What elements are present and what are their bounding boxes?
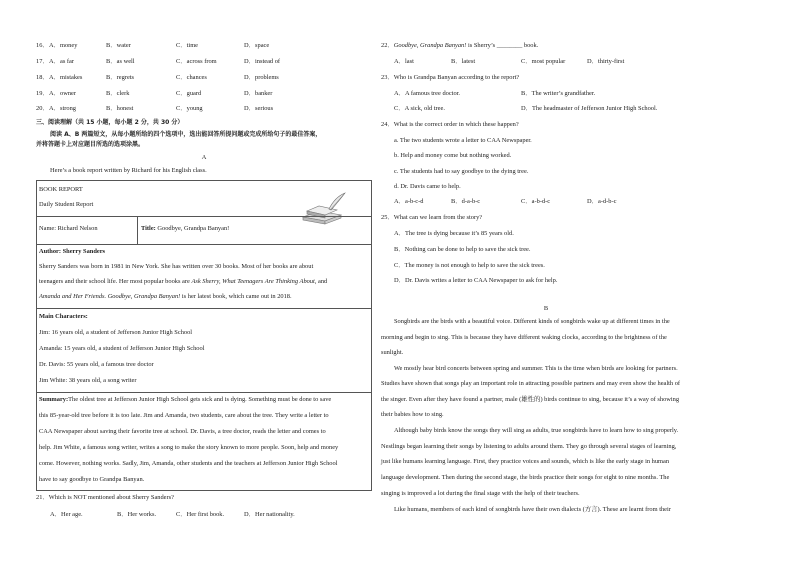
q22-num: 22．	[381, 42, 394, 49]
report-divider-2	[37, 244, 371, 245]
q16-num: 16．	[36, 42, 49, 49]
passage-b-line-5: Studies have shown that songs play an important role in attracting possible partners and may even show the health of	[381, 380, 681, 387]
q23-option-d[interactable]: D．The headmaster of Jefferson Junior High School.	[521, 105, 658, 112]
q25-option-c[interactable]: C．The money is not enough to help to save the sick trees.	[394, 262, 545, 269]
passage-b-line-8: Although baby birds know the songs they will sing as adults, true songbirds have to learn how to sing properly.	[394, 427, 679, 434]
report-author: Author: Sherry Sanders	[39, 248, 106, 255]
report-summary-line-3: CAA Newspaper about saving their favorite tree at school. Dr. Davis, a tree doctor, reads the letter and comes to	[39, 428, 326, 435]
report-bio-line-1: Sherry Sanders was born in 1981 in New York. She has written over 30 books. Most of her books are about	[39, 263, 314, 270]
q20-option-a[interactable]: A．strong	[49, 105, 76, 112]
report-summary-line-6: have to say goodbye to Grandpa Banyan.	[39, 476, 145, 483]
report-divider-4	[37, 392, 371, 393]
section-title: 三、阅读理解（共 15 小题，每小题 2 分，共 30 分）	[36, 119, 184, 126]
report-summary-line-4: help. Jim White, a famous song writer, writes a song to make the story known to more people. Soon, help and money	[39, 444, 339, 451]
passage-a-intro: Here’s a book report written by Richard for his English class.	[50, 167, 207, 174]
report-summary-line-5: come. However, nothing works. Sadly, Jim, Amanda, other students and the teachers at Jefferson Junior High School	[39, 460, 338, 467]
book-report	[36, 180, 372, 491]
q24-option-a[interactable]: A．a-b-c-d	[394, 198, 424, 205]
q23-option-a[interactable]: A．A famous tree doctor.	[394, 90, 461, 97]
report-character-4: Jim White: 38 years old, a song writer	[39, 377, 137, 384]
question-22-options	[381, 58, 717, 68]
q24-option-b[interactable]: B．d-a-b-c	[451, 198, 481, 205]
passage-b-line-3: sunlight.	[381, 349, 404, 356]
report-bio-3-end: is her latest book, which came out in 2018.	[180, 293, 292, 300]
passage-b-line-12: singing is improved a lot during the final stage with the help of their teachers.	[381, 490, 580, 497]
passage-b-line-11: language development. Then during the second stage, the birds practice their songs for eight to nine months. The	[381, 474, 670, 481]
q25-option-b[interactable]: B．Nothing can be done to help to save the sick tree.	[394, 246, 531, 253]
q20-option-b[interactable]: B．honest	[106, 105, 134, 112]
q17-num: 17．	[36, 58, 49, 65]
passage-b-letter: B	[543, 305, 549, 312]
q19-option-c[interactable]: C．guard	[176, 90, 202, 97]
report-title	[141, 225, 229, 232]
report-bio-2-books: Ask Sherry, What Teenagers Are Thinking About	[191, 278, 315, 285]
question-17	[36, 58, 372, 68]
report-name: Name: Richard Nelson	[39, 225, 98, 232]
question-21-options	[36, 511, 372, 521]
q24-item-d: d. Dr. Davis came to help.	[394, 183, 461, 190]
q22-book-title: Goodbye, Grandpa Banyan!	[393, 42, 467, 49]
q24-option-d[interactable]: D．a-d-b-c	[587, 198, 617, 205]
books-quill-icon	[299, 191, 347, 225]
q19-num: 19．	[36, 90, 49, 97]
report-summary-label: Summary:	[39, 396, 69, 403]
q18-option-a[interactable]: A．mistakes	[49, 74, 83, 81]
q17-option-a[interactable]: A．as far	[49, 58, 75, 65]
q22-option-a[interactable]: A．last	[394, 58, 414, 65]
passage-b-line-6: the singer. Even after they have found a partner, male (雄性的) birds continue to sing, because it’s a way of showing	[381, 396, 680, 403]
q19-option-b[interactable]: B．clerk	[106, 90, 130, 97]
q17-option-d[interactable]: D．instead of	[244, 58, 281, 65]
q22-option-d[interactable]: D．thirty-first	[587, 58, 625, 65]
passage-b-line-2: morning and begin to sing. This is because they have different waking clocks, according to the brightness of the	[381, 334, 667, 341]
q25-option-d[interactable]: D．Dr. Davis writes a letter to CAA Newspaper to ask for help.	[394, 277, 558, 284]
report-character-2: Amanda: 15 years old, a student of Jefferson Junior High School	[39, 345, 205, 352]
report-title-label: Title:	[141, 225, 156, 232]
q23-option-c[interactable]: C．A sick, old tree.	[394, 105, 445, 112]
q19-option-a[interactable]: A．owner	[49, 90, 76, 97]
q17-option-b[interactable]: B．as well	[106, 58, 135, 65]
q18-option-d[interactable]: D．problems	[244, 74, 279, 81]
q22-option-c[interactable]: C．most popular	[521, 58, 566, 65]
report-summary-1-text: The oldest tree at Jefferson Junior High School gets sick and is dying. Something must be done to save	[68, 396, 332, 403]
q21-option-a[interactable]: A．Her age.	[50, 511, 83, 518]
report-divider-3	[37, 308, 371, 309]
q24-item-c: c. The students had to say goodbye to the dying tree.	[394, 168, 529, 175]
q18-num: 18．	[36, 74, 49, 81]
q16-option-b[interactable]: B．water	[106, 42, 131, 49]
q18-option-c[interactable]: C．chances	[176, 74, 207, 81]
q16-option-a[interactable]: A．money	[49, 42, 78, 49]
q16-option-c[interactable]: C．time	[176, 42, 199, 49]
q21-option-d[interactable]: D．Her nationality.	[244, 511, 295, 518]
q24-item-a: a. The two students wrote a letter to CAA Newspaper.	[394, 137, 532, 144]
passage-b-line-4: We mostly hear bird concerts between spring and summer. This is the time when birds are looking for partners.	[394, 365, 678, 372]
report-divider-1	[37, 216, 371, 217]
q22-text	[381, 42, 538, 49]
q24-option-c[interactable]: C．a-b-d-c	[521, 198, 551, 205]
q23-option-b[interactable]: B．The writer’s grandfather.	[521, 90, 596, 97]
q21-text: 21．Which is NOT mentioned about Sherry Sanders?	[36, 494, 174, 501]
report-main-characters: Main Characters:	[39, 313, 88, 320]
passage-a-letter: A	[201, 154, 207, 161]
q20-option-c[interactable]: C．young	[176, 105, 203, 112]
report-bio-line-3	[39, 293, 292, 300]
report-subheader: Daily Student Report	[39, 201, 94, 208]
passage-b-line-10: just like humans learning language. First, they practice voices and sounds, which is like the early stage in human	[381, 458, 670, 465]
q22-rest: is Sherry’s ________ book.	[466, 42, 539, 49]
question-16	[36, 42, 372, 52]
report-bio-2-text: teenagers and their school life. Her most popular books are	[39, 278, 192, 285]
report-character-1: Jim: 16 years old, a student of Jefferson Junior High School	[39, 329, 193, 336]
report-bio-line-2	[39, 278, 327, 285]
report-character-3: Dr. Davis: 55 years old, a famous tree doctor	[39, 361, 154, 368]
passage-b-line-9: Nestlings began learning their songs by listening to adults around them. They go through several stages of learning,	[381, 443, 677, 450]
passage-b-line-7: their babies how to sing.	[381, 411, 444, 418]
report-bio-3-books: Amanda and Her Friends. Goodbye, Grandpa Banyan!	[39, 293, 181, 300]
question-24-options	[381, 198, 717, 208]
passage-b-line-1: Songbirds are the birds with a beautiful voice. Different kinds of songbirds wake up at different times in the	[394, 318, 670, 325]
q24-item-b: b. Help and money come but nothing worked.	[394, 152, 512, 159]
q25-option-a[interactable]: A．The tree is dying because it’s 85 years old.	[394, 230, 514, 237]
q25-text: 25．What can we learn from the story?	[381, 214, 483, 221]
q18-option-b[interactable]: B．regrets	[106, 74, 135, 81]
question-18	[36, 74, 372, 84]
q22-option-b[interactable]: B．latest	[451, 58, 476, 65]
question-19	[36, 90, 372, 100]
report-header: BOOK REPORT	[39, 186, 83, 193]
q20-option-d[interactable]: D．serious	[244, 105, 274, 112]
report-bio-2-end: , and	[314, 278, 328, 285]
passage-b-line-13: Like humans, members of each kind of songbirds have their own dialects (方言). These are learnt from their	[394, 506, 671, 513]
section-instructions-2: 并将答题卡上对应题目所选的选项涂黑。	[36, 141, 145, 148]
q21-option-c[interactable]: C．Her first book.	[176, 511, 225, 518]
q19-option-d[interactable]: D．banker	[244, 90, 273, 97]
report-summary-line-2: this 85-year-old tree before it is too late. Jim and Amanda, two students, care about the tree. They write a letter to	[39, 412, 329, 419]
q24-text: 24．What is the correct order in which these happen?	[381, 121, 519, 128]
section-instructions-1: 阅读 A、B 两篇短文，从每小题所给的四个选项中，选出能回答所提问题或完成所给句子的最佳答案，	[50, 131, 322, 138]
q23-text: 23．Who is Grandpa Banyan according to the report?	[381, 74, 520, 81]
report-name-divider	[137, 216, 138, 244]
q21-option-b[interactable]: B．Her works.	[117, 511, 157, 518]
report-summary-line-1	[39, 396, 331, 403]
question-20	[36, 105, 372, 115]
report-title-value: Goodbye, Grandpa Banyan!	[155, 225, 230, 232]
q20-num: 20．	[36, 105, 49, 112]
q17-option-c[interactable]: C．across from	[176, 58, 217, 65]
q16-option-d[interactable]: D．space	[244, 42, 270, 49]
